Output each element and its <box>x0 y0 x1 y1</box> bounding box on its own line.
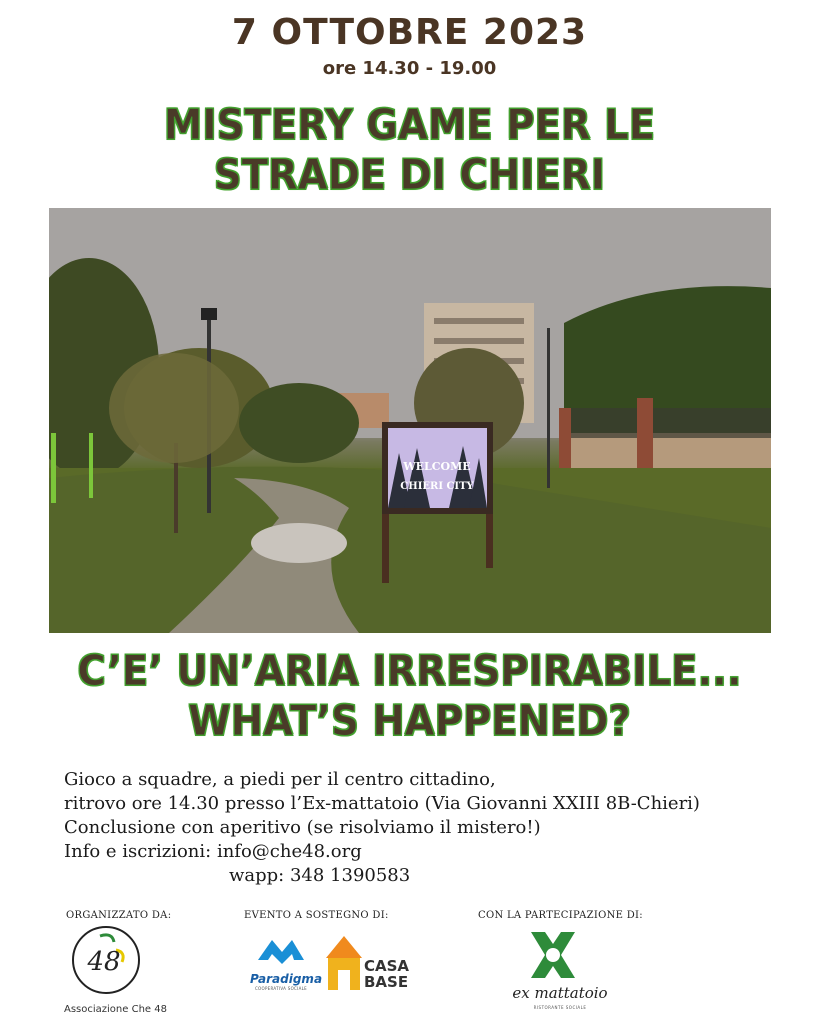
park-photo <box>49 208 771 633</box>
house-icon <box>324 934 364 992</box>
ex-mattatoio-logo <box>505 928 615 1014</box>
event-title-line2: STRADE DI CHIERI <box>213 150 606 200</box>
event-title-line1: MISTERY GAME PER LE <box>163 100 656 149</box>
casa-line2: BASE <box>364 973 409 991</box>
paradigma-name: Paradigma <box>250 972 323 986</box>
organized-label: ORGANIZZATO DA: <box>66 910 172 921</box>
event-title <box>33 100 786 201</box>
support-label: EVENTO A SOSTEGNO DI: <box>244 910 389 921</box>
tagline <box>33 646 786 747</box>
che48-logo-icon <box>70 924 142 996</box>
tagline-line2: WHAT’S HAPPENED? <box>188 696 631 746</box>
sign-text-line1: WELCOME <box>403 460 471 473</box>
event-details <box>64 768 784 888</box>
casa-base-logo <box>324 934 419 992</box>
details-line4: Info e iscrizioni: info@che48.org <box>64 841 362 862</box>
paradigma-sub: COOPERATIVA SOCIALE <box>254 986 308 991</box>
details-line3: Conclusione con aperitivo (se risolviamo il mistero!) <box>64 817 541 838</box>
mattatoio-name: ex mattatoio <box>512 984 608 1002</box>
casa-line1: CASA <box>364 957 410 975</box>
details-line2: ritrovo ore 14.30 presso l’Ex-mattatoio (Via Giovanni XXIII 8B-Chieri) <box>64 793 700 814</box>
event-time: ore 14.30 - 19.00 <box>322 58 497 79</box>
paradigma-logo-icon <box>250 934 312 968</box>
che48-logo <box>70 924 142 1000</box>
details-line1: Gioco a squadre, a piedi per il centro cittadino, <box>64 769 496 790</box>
details-line5: wapp: 348 1390583 <box>229 865 411 886</box>
event-date: 7 OTTOBRE 2023 <box>231 12 588 53</box>
mattatoio-sub: RISTORANTE SOCIALE <box>533 1005 587 1010</box>
tagline-line1: C’E’ UN’ARIA IRRESPIRABILE... <box>77 646 742 695</box>
sign-text-line2: CHIERI CITY <box>400 481 474 492</box>
park-photo-illustration <box>49 208 771 633</box>
participation-label: CON LA PARTECIPAZIONE DI: <box>478 910 643 921</box>
x-cross-icon <box>525 928 581 982</box>
che48-logo-text: 48 <box>87 947 121 977</box>
paradigma-logo <box>250 934 323 992</box>
organized-name: Associazione Che 48 <box>64 1004 167 1015</box>
